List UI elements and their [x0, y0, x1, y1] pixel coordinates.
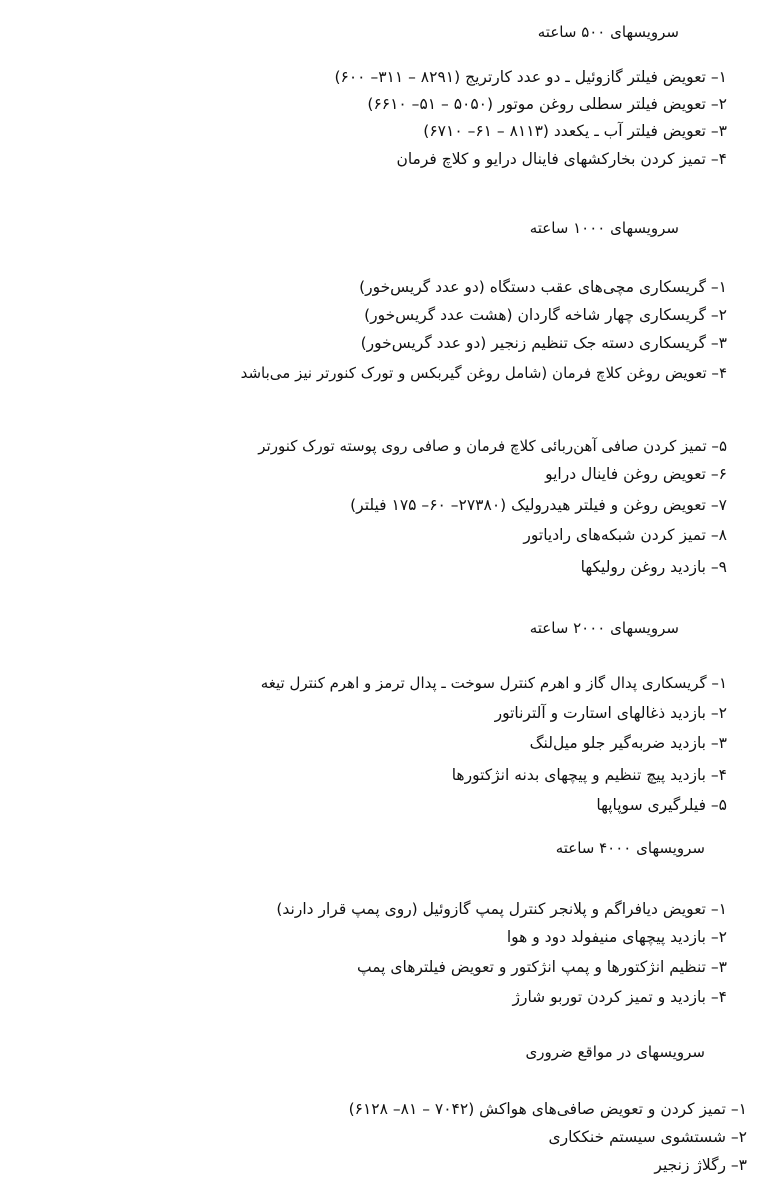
list-item: ۶– تعویض روغن فاینال درایو: [545, 465, 727, 483]
section-heading-500: سرویسهای ۵۰۰ ساعته: [537, 23, 679, 41]
list-item: ۱– تمیز کردن و تعویض صافی‌های هواکش (۷۰۴۲ – ۸۱– ۶۱۲۸): [348, 1100, 747, 1118]
list-item: ۳– تنظیم انژکتورها و پمپ انژکتور و تعویض فیلترهای پمپ: [357, 958, 727, 976]
section-heading-2000: سرویسهای ۲۰۰۰ ساعته: [529, 619, 679, 637]
section-heading-as-needed: سرویسهای در مواقع ضروری: [525, 1043, 705, 1061]
list-item: ۴– تعویض روغن کلاچ فرمان (شامل روغن گیربکس و تورک کنورتر نیز می‌باشد: [240, 364, 727, 382]
list-item: ۲– شستشوی سیستم خنککاری: [548, 1128, 747, 1146]
list-item: ۳– تعویض فیلتر آب ـ یکعدد (۸۱۱۳ – ۶۱– ۶۷۱۰): [423, 122, 727, 140]
list-item: ۲– تعویض فیلتر سطلی روغن موتور (۵۰۵۰ – ۵۱– ۶۶۱۰): [367, 95, 727, 113]
list-item: ۳– بازدید ضربه‌گیر جلو میل‌لنگ: [529, 734, 727, 752]
list-item: ۸– تمیز کردن شبکه‌های رادیاتور: [523, 526, 727, 544]
list-item: ۲– بازدید ذغالهای استارت و آلترناتور: [494, 704, 727, 722]
list-item: ۷– تعویض روغن و فیلتر هیدرولیک (۲۷۳۸۰– ۶۰– ۱۷۵ فیلتر): [350, 496, 727, 514]
list-item: ۴– تمیز کردن بخارکشهای فاینال درایو و کلاچ فرمان: [396, 150, 727, 168]
section-heading-4000: سرویسهای ۴۰۰۰ ساعته: [555, 839, 705, 857]
list-item: ۳– رگلاژ زنجیر: [654, 1156, 747, 1174]
list-item: ۱– گریسکاری مچی‌های عقب دستگاه (دو عدد گریس‌خور): [359, 278, 727, 296]
list-item: ۹– بازدید روغن رولیکها: [580, 558, 727, 576]
list-item: ۴– بازدید و تمیز کردن توربو شارژ: [512, 988, 727, 1006]
list-item: ۵– فیلرگیری سوپاپها: [596, 796, 727, 814]
list-item: ۳– گریسکاری دسته جک تنظیم زنجیر (دو عدد گریس‌خور): [360, 334, 727, 352]
list-item: ۲– گریسکاری چهار شاخه گاردان (هشت عدد گریس‌خور): [364, 306, 727, 324]
list-item: ۱– گریسکاری پدال گاز و اهرم کنترل سوخت ـ پدال ترمز و اهرم کنترل تیغه: [260, 674, 727, 692]
list-item: ۲– بازدید پیچهای منیفولد دود و هوا: [506, 928, 727, 946]
list-item: ۱– تعویض فیلتر گازوئیل ـ دو عدد کارتریج (۸۲۹۱ – ۳۱۱– ۶۰۰): [334, 68, 727, 86]
list-item: ۱– تعویض دیافراگم و پلانجر کنترل پمپ گازوئیل (روی پمپ قرار دارند): [276, 900, 727, 918]
list-item: ۴– بازدید پیچ تنظیم و پیچهای بدنه انژکتورها: [451, 766, 727, 784]
list-item: ۵– تمیز کردن صافی آهن‌ربائی کلاچ فرمان و صافی روی پوسته تورک کنورتر: [258, 437, 727, 455]
section-heading-1000: سرویسهای ۱۰۰۰ ساعته: [529, 219, 679, 237]
